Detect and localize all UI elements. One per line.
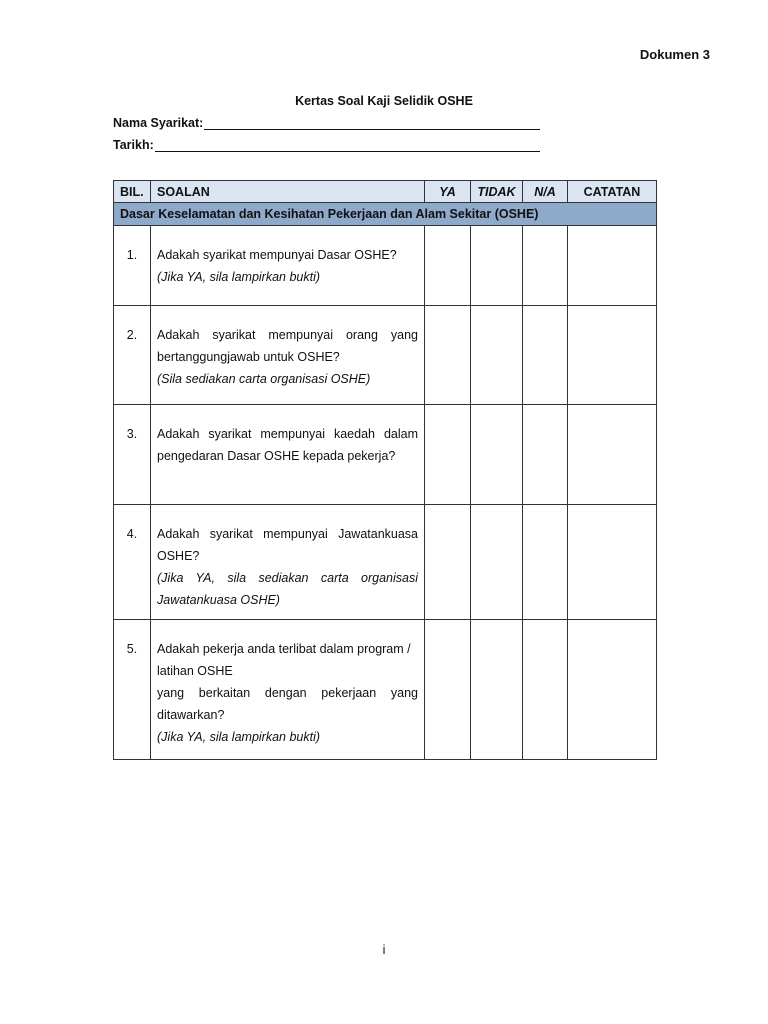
answer-na-cell[interactable]: [523, 306, 568, 405]
answer-tidak-cell[interactable]: [471, 620, 523, 760]
catatan-cell[interactable]: [568, 505, 657, 620]
question-text: Adakah pekerja anda terlibat dalam program /: [157, 642, 411, 656]
date-label: Tarikh:: [113, 138, 154, 152]
date-blank-line[interactable]: [155, 140, 540, 152]
question-text: Adakah syarikat mempunyai Jawatankuasa: [157, 527, 418, 541]
page-number: i: [382, 943, 386, 957]
table-row: [114, 226, 657, 306]
answer-tidak-cell[interactable]: [471, 405, 523, 505]
header-bil: BIL.: [114, 181, 151, 203]
question-note: (Jika YA, sila lampirkan bukti): [157, 270, 321, 284]
answer-tidak-cell[interactable]: [471, 505, 523, 620]
row-number: 4.: [114, 505, 151, 620]
question-text: pengedaran Dasar OSHE kepada pekerja?: [157, 449, 396, 463]
answer-tidak-cell[interactable]: [471, 226, 523, 306]
question-note: Jawatankuasa OSHE): [157, 593, 280, 607]
answer-ya-cell[interactable]: [425, 226, 471, 306]
question-cell: [151, 226, 425, 306]
catatan-cell[interactable]: [568, 226, 657, 306]
header-tidak: TIDAK: [471, 181, 523, 203]
page-title: Kertas Soal Kaji Selidik OSHE: [295, 94, 473, 108]
company-name-label: Nama Syarikat:: [113, 116, 204, 130]
question-text: OSHE?: [157, 549, 200, 563]
answer-ya-cell[interactable]: [425, 620, 471, 760]
answer-ya-cell[interactable]: [425, 306, 471, 405]
answer-na-cell[interactable]: [523, 226, 568, 306]
table-header-row: [114, 181, 657, 203]
question-cell: [151, 405, 425, 505]
answer-ya-cell[interactable]: [425, 505, 471, 620]
question-text: Adakah syarikat mempunyai orang yang: [157, 328, 418, 342]
row-number: 1.: [114, 226, 151, 306]
row-number: 2.: [114, 306, 151, 405]
catatan-cell[interactable]: [568, 306, 657, 405]
row-number: 5.: [114, 620, 151, 760]
question-text: yang berkaitan dengan pekerjaan yang: [157, 686, 418, 700]
question-cell: [151, 620, 425, 760]
question-note: (Sila sediakan carta organisasi OSHE): [157, 372, 371, 386]
header-catatan: CATATAN: [568, 181, 657, 203]
table-row: [114, 405, 657, 505]
section-title: Dasar Keselamatan dan Kesihatan Pekerjaan dan Alam Sekitar (OSHE): [114, 203, 657, 226]
row-number: 3.: [114, 405, 151, 505]
company-name-field: [113, 116, 540, 130]
company-name-blank-line[interactable]: [204, 118, 540, 130]
date-field: [113, 138, 540, 152]
section-row: [114, 203, 657, 226]
header-soalan: SOALAN: [151, 181, 425, 203]
catatan-cell[interactable]: [568, 620, 657, 760]
question-text: Adakah syarikat mempunyai kaedah dalam: [157, 427, 418, 441]
table-row: [114, 505, 657, 620]
answer-na-cell[interactable]: [523, 620, 568, 760]
answer-na-cell[interactable]: [523, 405, 568, 505]
question-note: (Jika YA, sila lampirkan bukti): [157, 730, 321, 744]
question-text: bertanggungjawab untuk OSHE?: [157, 350, 340, 364]
survey-table: [113, 180, 657, 760]
question-note: (Jika YA, sila sediakan carta organisasi: [157, 571, 418, 585]
question-cell: [151, 505, 425, 620]
question-cell: [151, 306, 425, 405]
document-label: Dokumen 3: [639, 47, 710, 62]
answer-tidak-cell[interactable]: [471, 306, 523, 405]
answer-ya-cell[interactable]: [425, 405, 471, 505]
catatan-cell[interactable]: [568, 405, 657, 505]
table-row: [114, 620, 657, 760]
header-na: N/A: [523, 181, 568, 203]
question-text: ditawarkan?: [157, 708, 225, 722]
answer-na-cell[interactable]: [523, 505, 568, 620]
question-text: Adakah syarikat mempunyai Dasar OSHE?: [157, 248, 397, 262]
header-ya: YA: [425, 181, 471, 203]
question-text: latihan OSHE: [157, 664, 233, 678]
table-row: [114, 306, 657, 405]
